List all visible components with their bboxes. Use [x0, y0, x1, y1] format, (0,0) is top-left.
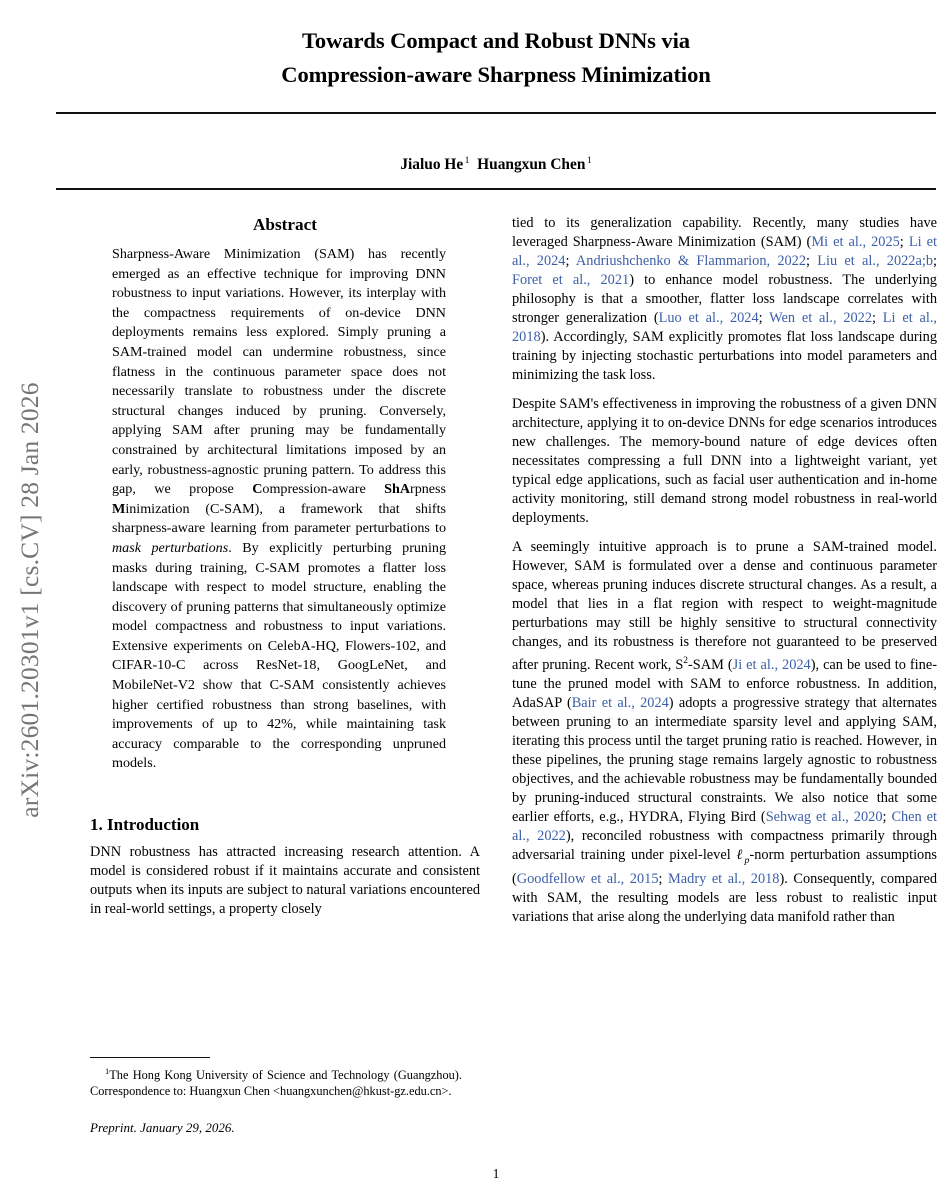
abstract-text-part-1: Sharpness-Aware Minimization (SAM) has recently emerged as an effective technique for improving DNN robustness to input variations. However, its interplay with the compactness requirements of on-device DNN deployments remains less explored. Simply pruning a SAM-trained model can undermine robustness, since flatness in the continuous parameter space does not necessarily translate to robustness under the discrete structural changes induced by pruning. Conversely, applying SAM after pruning may be fundamentally constrained by architectural limitations imposed by an early, robustness-agnostic pruning pattern. To address this gap, we propose [112, 246, 446, 498]
cite-sep-8: ; [658, 871, 669, 888]
page-number: 1 [492, 1166, 500, 1181]
arxiv-stamp-text: arXiv:2601.20301v1 [cs.CV] 28 Jan 2026 [15, 382, 44, 818]
citation-liu-2022ab[interactable]: Liu et al., 2022a;b [817, 253, 933, 270]
author-name-1: Jialuo He [400, 156, 464, 174]
preprint-note: Preprint. January 29, 2026. [90, 1119, 235, 1135]
rc-p1-text-a: tied to its generalization capability. Recently, many studies have leveraged Sharpness-Aware Minimization (SAM) ( [512, 215, 937, 251]
rc-p3-text-e: ), reconciled robustness with compactness primarily through adversarial training under pixel-level [512, 828, 937, 864]
abstract-text-part-2: ompression-aware [262, 481, 385, 498]
abstract-body [112, 245, 446, 774]
title-line-1: Towards Compact and Robust DNNs via [302, 28, 690, 53]
abstract-heading: Abstract [253, 215, 317, 234]
citation-li-2024[interactable]: Li et al., 2024 [512, 234, 937, 270]
abstract-bold-m: M [112, 500, 126, 517]
ell-symbol: ℓ [736, 847, 745, 864]
abstract-text-part-4: inimization (C-SAM), a framework that shifts sharpness-aware learning from parameter perturbations to [112, 500, 446, 537]
cite-sep-1: ; [899, 234, 909, 251]
author-affiliation-mark-2: 1 [586, 155, 592, 166]
cite-sep-2: ; [565, 253, 576, 270]
rc-p3-text-d: ) adopts a progressive strategy that alternates between pruning to an intermediate sparsity level and applying SAM, iterating this process until the target pruning ratio is reached. However, in these pipelines, the pruning stage remains largely agnostic to robustness objectives, and the achievable robustness may be fundamentally bounded by pruning-induced structural constraints. We also notice that some earlier efforts, e.g., HYDRA, Flying Bird ( [512, 694, 937, 826]
citation-bair-2024[interactable]: Bair et al., 2024 [571, 694, 669, 711]
abstract-text-part-3: rpness [410, 481, 447, 498]
page-title [56, 24, 936, 92]
citation-goodfellow-2015[interactable]: Goodfellow et al., 2015 [516, 871, 659, 888]
author-affiliation-mark-1: 1 [464, 155, 470, 166]
header-rule-top [56, 112, 936, 114]
left-column [90, 214, 480, 919]
citation-ji-2024[interactable]: Ji et al., 2024 [732, 656, 811, 673]
rc-p3-text-b: -SAM ( [687, 656, 733, 673]
citation-andriushchenko-flammarion-2022[interactable]: Andriushchenko & Flammarion, 2022 [575, 253, 807, 270]
citation-mi-2025[interactable]: Mi et al., 2025 [811, 234, 900, 251]
citation-foret-2021[interactable]: Foret et al., 2021 [512, 272, 630, 289]
abstract-bold-c: C [252, 481, 263, 498]
footnote-mark: 1 [105, 1066, 110, 1076]
cite-sep-3: ; [806, 253, 818, 270]
author-name-2: Huangxun Chen [477, 156, 586, 174]
citation-li-2018[interactable]: Li et al., 2018 [512, 310, 937, 346]
footnote-text [90, 1063, 462, 1100]
citation-sehwag-2020[interactable]: Sehwag et al., 2020 [765, 809, 883, 826]
rc-p1-text-b: ) to enhance model robustness. The underlying philosophy is that a smoother, flatter loss landscape correlates with stronger generalization ( [512, 272, 937, 327]
right-column [512, 214, 937, 927]
header-rule-bottom [56, 188, 936, 190]
citation-chen-2022[interactable]: Chen et al., 2022 [512, 809, 938, 845]
right-paragraph-2: Despite SAM's effectiveness in improving the robustness of a given DNN architecture, applying it to on-device DNNs for edge scenarios introduces new challenges. The memory-bound nature of edge devices often necessitates compressing a full DNN into a lightweight variant, yet typical edge applications, such as facial user authentication and in-home activity monitoring, still demand strong model robustness in real-world deployments. [512, 395, 937, 527]
footnote-area [90, 1057, 462, 1136]
citation-madry-2018[interactable]: Madry et al., 2018 [668, 871, 780, 888]
rc-p3-text-c: ), can be used to fine-tune the pruned model with SAM to enforce robustness. In addition, AdaSAP ( [512, 656, 937, 711]
citation-wen-2022[interactable]: Wen et al., 2022 [769, 310, 873, 327]
citation-luo-2024[interactable]: Luo et al., 2024 [658, 310, 759, 327]
s-squared-superscript: 2 [683, 656, 688, 667]
right-paragraph-1 [512, 214, 937, 385]
cite-sep-5: ; [758, 310, 770, 327]
rc-p3-text-g: ). Consequently, compared with SAM, the resulting models are less robust to realistic input variations that arise along the underlying data manifold rather than [512, 871, 938, 926]
footnote-rule [90, 1057, 210, 1058]
cite-sep-7: ; [882, 809, 892, 826]
ell-p-subscript: p [744, 855, 750, 867]
arxiv-stamp [0, 0, 60, 1200]
author-list [56, 155, 936, 174]
rc-p3-text-f: -norm perturbation assumptions ( [512, 847, 937, 888]
right-paragraph-3 [512, 538, 937, 928]
cite-sep-6: ; [872, 310, 883, 327]
footnote-body: The Hong Kong University of Science and Technology (Guangzhou). Correspondence to: Huangxun Chen <huangxunchen@hkust-gz.edu.cn>. [90, 1068, 462, 1099]
abstract-bold-sha: ShA [384, 481, 410, 498]
rc-p1-text-c: ). Accordingly, SAM explicitly promotes flat loss landscape during training by injecting stochastic perturbations into model parameters and minimizing the task loss. [512, 329, 937, 384]
title-line-2: Compression-aware Sharpness Minimization [281, 62, 711, 87]
cite-sep-4: ; [933, 253, 937, 270]
paper-page [56, 0, 936, 1200]
section-heading-introduction: 1. Introduction [90, 815, 200, 835]
abstract-text-part-5: . By explicitly perturbing pruning masks during training, C-SAM promotes a flatter loss landscape with respect to model structure, enabling the discovery of pruning patterns that simultaneously optimize model compactness and robustness to input variations. Extensive experiments on CelebA-HQ, Flowers-102, and CIFAR-10-C across ResNet-18, GoogLeNet, and MobileNet-V2 show that C-SAM consistently achieves higher certified robustness than strong baselines, with improvements of up to 42%, while maintaining task accuracy comparable to the corresponding unpruned models. [112, 539, 446, 772]
intro-paragraph-1: DNN robustness has attracted increasing research attention. A model is considered robust if it maintains accurate and consistent outputs when its inputs are subject to natural variations encountered in real-world settings, a property closely [90, 844, 480, 918]
abstract-italic-mask-perturbations: mask perturbations [112, 539, 229, 556]
rc-p3-text-a: A seemingly intuitive approach is to prune a SAM-trained model. However, SAM is formulated over a dense and continuous parameter space, whereas pruning induces discrete structural changes. As a result, a model that lies in a flat region with respect to weight-magnitude perturbations may still be highly sensitive to structural connectivity changes, and its robustness is therefore not guaranteed to be preserved after pruning. Recent work, S [512, 538, 937, 673]
